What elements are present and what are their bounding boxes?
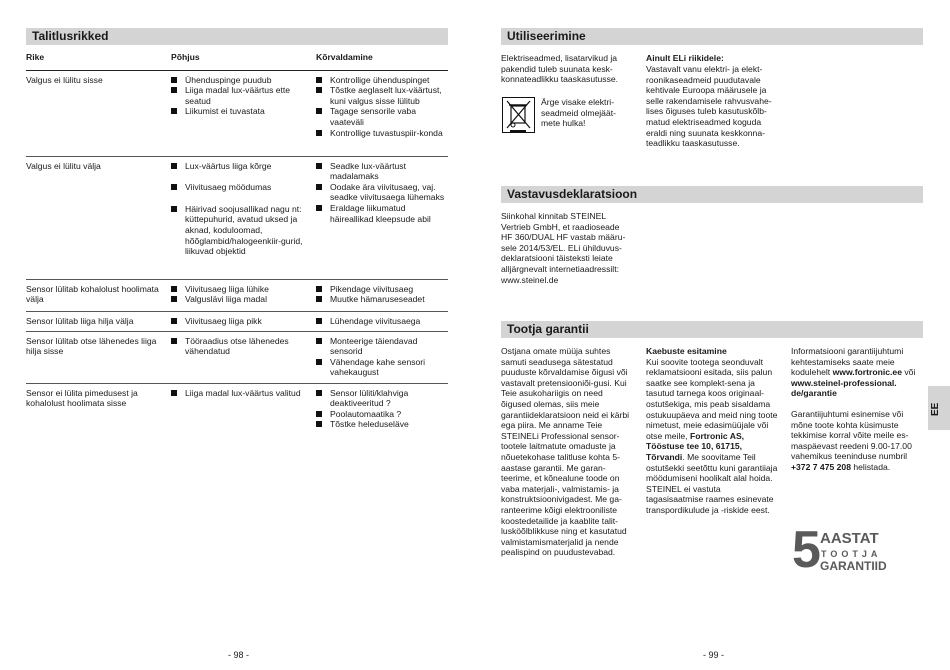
complaints-text-end: . Me soovitame Teil ostutšekki seetõttu kuni garantiiaja möödumiseni hoolikalt alal hoida. STEINEL ei vastuta tagasisaatmise raames esinevate transpordikulude ja -riskide eest. xyxy=(646,451,778,515)
remedy-item: Tõstke aeglaselt lux-väärtust, kuni valgus sisse lülitub xyxy=(316,85,448,106)
remedy-item: Vähendage kahe sensori vahekaugust xyxy=(316,357,448,378)
complaints-title: Kaebuste esitamine xyxy=(646,346,727,356)
or-text: või xyxy=(904,367,916,378)
troubleshooting-table xyxy=(26,50,448,434)
cause-item: Liikumist ei tuvastata xyxy=(171,106,316,117)
cause-item: Viivitusaeg möödumas xyxy=(171,182,316,193)
disposal-text: Elektriseadmed, lisatarvikud ja pakendid tuleb suunata kesk-konnateadlikku taaskasutusse. xyxy=(501,53,619,85)
column-header-remedy: Kõrvaldamine xyxy=(316,50,448,70)
cause-list xyxy=(171,336,316,357)
complaints-text: Kui soovite tootega seonduvalt reklamatsiooni esitada, siis palun saatke see komplekt-sena ja tasutud tarnega koos originaal-ostutšekiga, mis peab sisaldama ostukuupäeva and meid ning toote nimetust, meie edasimüüjale või otse meile, xyxy=(646,356,778,441)
warranty-text-col1: Ostjana omate müüja suhtes samuti seadusega sätestatud puuduste kõrvaldamise õigusi või vastavalt pretensiooniõi-gusi. Kui Teie asukohariigis on need õigused olemas, siis meie garantiideklaratsioon neid ei kärbi ega piira. Me anname Teie STEINELi Professional sensor-tootele laitmatute omaduste ja nõuetekohase talitluse kohta 5-aastase garantii. Me garan-teerime, et kõnealune toode on vaba materjali-, valmistamis- ja konstruktsioonivigadest. Me ga-ranteerime kõigi elektrooniliste koostedetailide ja kaablite talit-lusköõlblikkuse ning et kasutatud valmistamismaterjalid ja nende pealispind on puudustevabad. xyxy=(501,346,630,558)
disposal-heading: Utiliseerimine xyxy=(501,28,923,45)
table-row xyxy=(26,279,448,311)
warranty-badge xyxy=(792,521,887,579)
badge-number: 5 xyxy=(792,521,821,579)
remedy-list xyxy=(316,316,448,327)
company-address: Fortronic AS, Tööstuse tee 10, 61715, Tõrvandi xyxy=(646,430,745,462)
fault-cell: Sensor lülitab liiga hilja välja xyxy=(26,311,171,331)
remedy-item: Eraldage liikumatud häireallikad kleepsude abil xyxy=(316,203,448,224)
fault-cell: Sensor lülitab otse lähenedes liiga hilja sisse xyxy=(26,331,171,383)
troubleshooting-heading: Talitlusrikked xyxy=(26,28,448,45)
fault-cell: Valgus ei lülitu sisse xyxy=(26,70,171,156)
fault-cell: Sensor lülitab kohalolust hoolimata välja xyxy=(26,279,171,311)
page-number-left: - 98 - xyxy=(228,650,250,660)
cause-list xyxy=(171,75,316,117)
conformity-heading: Vastavusdeklaratsioon xyxy=(501,186,923,203)
remedy-item: Oodake ära viivitusaeg, vaj. seadke viivitusaega lühemaks xyxy=(316,182,448,203)
language-tab xyxy=(928,386,950,430)
remedy-list xyxy=(316,284,448,305)
language-tab-label: EE xyxy=(930,402,941,416)
cause-item: Ühenduspinge puudub xyxy=(171,75,316,86)
page-number-right: - 99 - xyxy=(703,650,725,660)
remedy-item: Seadke lux-väärtust madalamaks xyxy=(316,161,448,182)
badge-years: AASTAT xyxy=(820,530,879,547)
remedy-list xyxy=(316,75,448,139)
cause-list xyxy=(171,388,316,399)
cause-item: Lux-väärtus liiga kõrge xyxy=(171,161,316,172)
table-row xyxy=(26,70,448,156)
remedy-item: Monteerige täiendavad sensorid xyxy=(316,336,448,357)
remedy-list xyxy=(316,336,448,378)
conformity-text: Siinkohal kinnitab STEINEL Vertrieb GmbH, et raadioseade HF 360/DUAL HF vastab määru-sele 2014/53/EL. ELi ühilduvus-deklaratsiooni täisteksti leiate alljärgnevalt internetiaadressilt: www.steinel.de xyxy=(501,211,626,285)
eu-disposal-text: Vastavalt vanu elektri- ja elekt-roonikaseadmeid puudutavale kehtivale Euroopa määrusele ja selle rakendamisele rahvusvahe-lises õiguses tuleb kasutuskõlb-matud elektriseadmed koguda eraldi ning suunata keskkonna-teadlikku taaskasutusse. xyxy=(646,64,772,149)
warranty-text-col2 xyxy=(646,346,778,516)
column-header-fault: Rike xyxy=(26,50,171,70)
phone-number: +372 7 475 208 xyxy=(791,461,851,472)
remedy-item: Kontrollige tuvastuspiir-konda xyxy=(316,128,448,139)
cause-item: Liiga madal lux-väärtus valitud xyxy=(171,388,316,399)
crossed-out-wheelie-bin-icon xyxy=(502,97,535,133)
remedy-item: Sensor lüliti/klahviga deaktiveeritud ? xyxy=(316,388,448,409)
badge-manufacturer: TOOTJA xyxy=(821,549,882,559)
remedy-item: Lühendage viivitusaega xyxy=(316,316,448,327)
steinel-warranty-link[interactable]: www.steinel-professional. de/garantie xyxy=(791,377,897,399)
remedy-item: Pikendage viivitusaeg xyxy=(316,284,448,295)
badge-warranty: GARANTIID xyxy=(820,559,887,573)
cause-list xyxy=(171,316,316,327)
table-row xyxy=(26,311,448,331)
table-row xyxy=(26,331,448,383)
cause-item: Häirivad soojusallikad nagu nt: küttepuhurid, avatud uksed ja aknad, koduloomad, hõõglambid/halogeenkiir-gurid, liikuvad objektid xyxy=(171,204,316,257)
warranty-info-text: Informatsiooni garantiijuhtumi kehtestamiseks saate meie kodulehelt xyxy=(791,346,904,378)
fault-cell: Sensor ei lülita pimedusest ja kohalolust hoolimata sisse xyxy=(26,387,138,409)
remedy-list xyxy=(316,388,448,430)
remedy-item: Muutke hämaruseseadet xyxy=(316,294,448,305)
fault-cell: Valgus ei lülitu välja xyxy=(26,156,171,279)
cause-item: Valguslävi liiga madal xyxy=(171,294,316,305)
warranty-heading: Tootja garantii xyxy=(501,321,923,338)
cause-list xyxy=(171,161,316,257)
warranty-text-col3 xyxy=(791,346,921,473)
table-row xyxy=(26,383,448,434)
hotline-text-end: helistada. xyxy=(853,461,891,472)
remedy-list xyxy=(316,161,448,225)
cause-item: Viivitusaeg liiga pikk xyxy=(171,316,316,327)
remedy-item: Poolautomaatika ? xyxy=(316,409,448,420)
cause-item: Viivitusaeg liiga lühike xyxy=(171,284,316,295)
table-header-row xyxy=(26,50,448,70)
table-row xyxy=(26,156,448,279)
hotline-text: Garantiijuhtumi esinemise või mõne toote kohta küsimuste tekkimise korral võite meile es-maspäevast reedeni 9.00-17.00 vahemikus teeninduse numbril xyxy=(791,408,912,462)
cause-item: Tööraadius otse lähenedes vähendatud xyxy=(171,336,316,357)
eu-only-title: Ainult ELi riikidele: xyxy=(646,53,724,63)
remedy-item: Kontrollige ühenduspinget xyxy=(316,75,448,86)
remedy-item: Tõstke heleduseläve xyxy=(316,419,448,430)
disposal-warning-text: Ärge visake elektri-seadmeid olmejäät-mete hulka! xyxy=(541,97,616,129)
remedy-item: Tagage sensorile vaba vaateväli xyxy=(316,106,448,127)
cause-item: Liiga madal lux-väärtus ette seatud xyxy=(171,85,316,106)
fortronic-link[interactable]: www.fortronic.ee xyxy=(832,367,902,378)
column-header-cause: Põhjus xyxy=(171,50,316,70)
cause-list xyxy=(171,284,316,305)
